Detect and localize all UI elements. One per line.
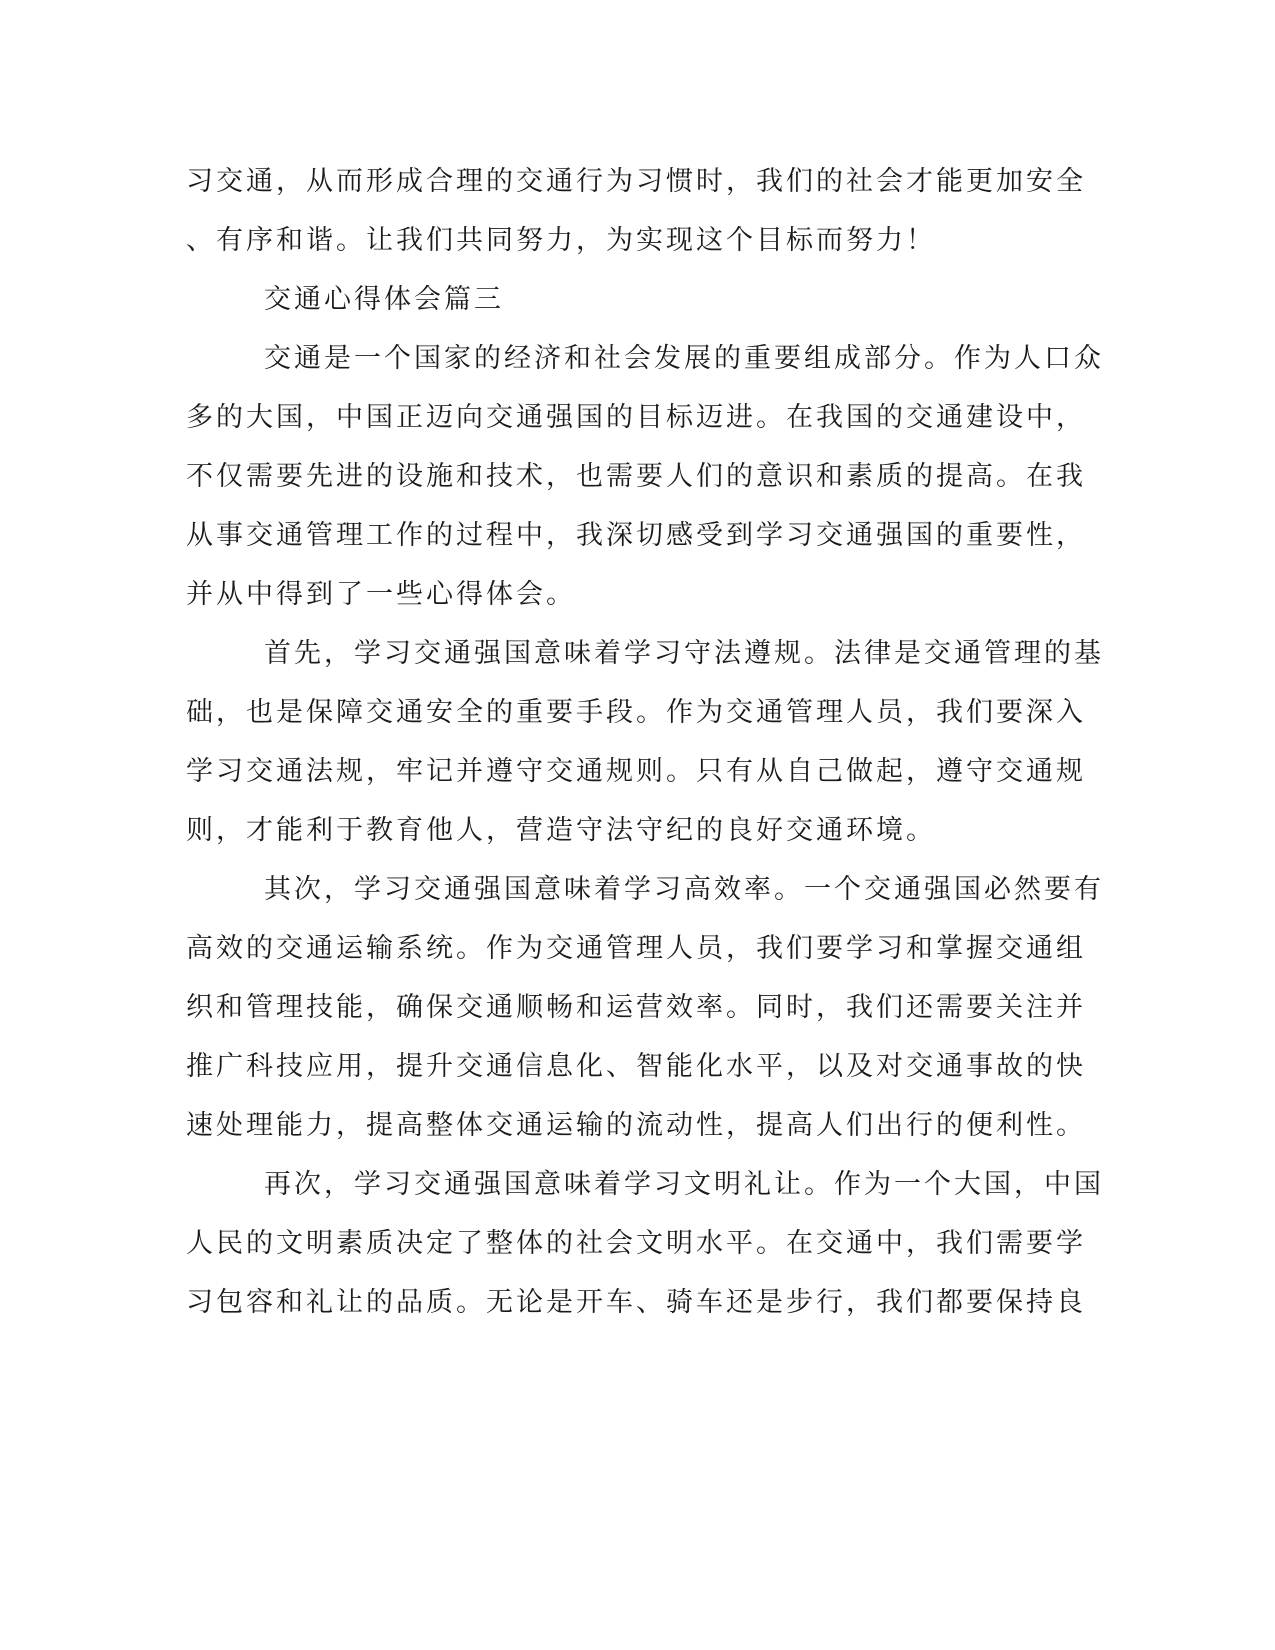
- section-heading: 交通心得体会篇三: [264, 284, 504, 315]
- text-line: 高效的交通运输系统。作为交通管理人员，我们要学习和掌握交通组: [186, 933, 1086, 964]
- text-line: 习交通，从而形成合理的交通行为习惯时，我们的社会才能更加安全: [186, 166, 1086, 197]
- text-line: 、有序和谐。让我们共同努力，为实现这个目标而努力！: [186, 225, 936, 256]
- text-line: 人民的文明素质决定了整体的社会文明水平。在交通中，我们需要学: [186, 1228, 1086, 1259]
- text-line: 不仅需要先进的设施和技术，也需要人们的意识和素质的提高。在我: [186, 461, 1086, 492]
- text-line: 首先，学习交通强国意味着学习守法遵规。法律是交通管理的基: [264, 638, 1104, 669]
- text-line: 推广科技应用，提升交通信息化、智能化水平，以及对交通事故的快: [186, 1051, 1086, 1082]
- text-line: 并从中得到了一些心得体会。: [186, 579, 576, 610]
- text-line: 多的大国，中国正迈向交通强国的目标迈进。在我国的交通建设中，: [186, 402, 1086, 433]
- text-line: 其次，学习交通强国意味着学习高效率。一个交通强国必然要有: [264, 874, 1104, 905]
- text-line: 则，才能利于教育他人，营造守法守纪的良好交通环境。: [186, 815, 936, 846]
- text-line: 再次，学习交通强国意味着学习文明礼让。作为一个大国，中国: [264, 1169, 1104, 1200]
- text-line: 交通是一个国家的经济和社会发展的重要组成部分。作为人口众: [264, 343, 1104, 374]
- text-line: 学习交通法规，牢记并遵守交通规则。只有从自己做起，遵守交通规: [186, 756, 1086, 787]
- text-line: 习包容和礼让的品质。无论是开车、骑车还是步行，我们都要保持良: [186, 1287, 1086, 1318]
- text-line: 速处理能力，提高整体交通运输的流动性，提高人们出行的便利性。: [186, 1110, 1086, 1141]
- text-line: 织和管理技能，确保交通顺畅和运营效率。同时，我们还需要关注并: [186, 992, 1086, 1023]
- text-line: 从事交通管理工作的过程中，我深切感受到学习交通强国的重要性，: [186, 520, 1086, 551]
- text-line: 础，也是保障交通安全的重要手段。作为交通管理人员，我们要深入: [186, 697, 1086, 728]
